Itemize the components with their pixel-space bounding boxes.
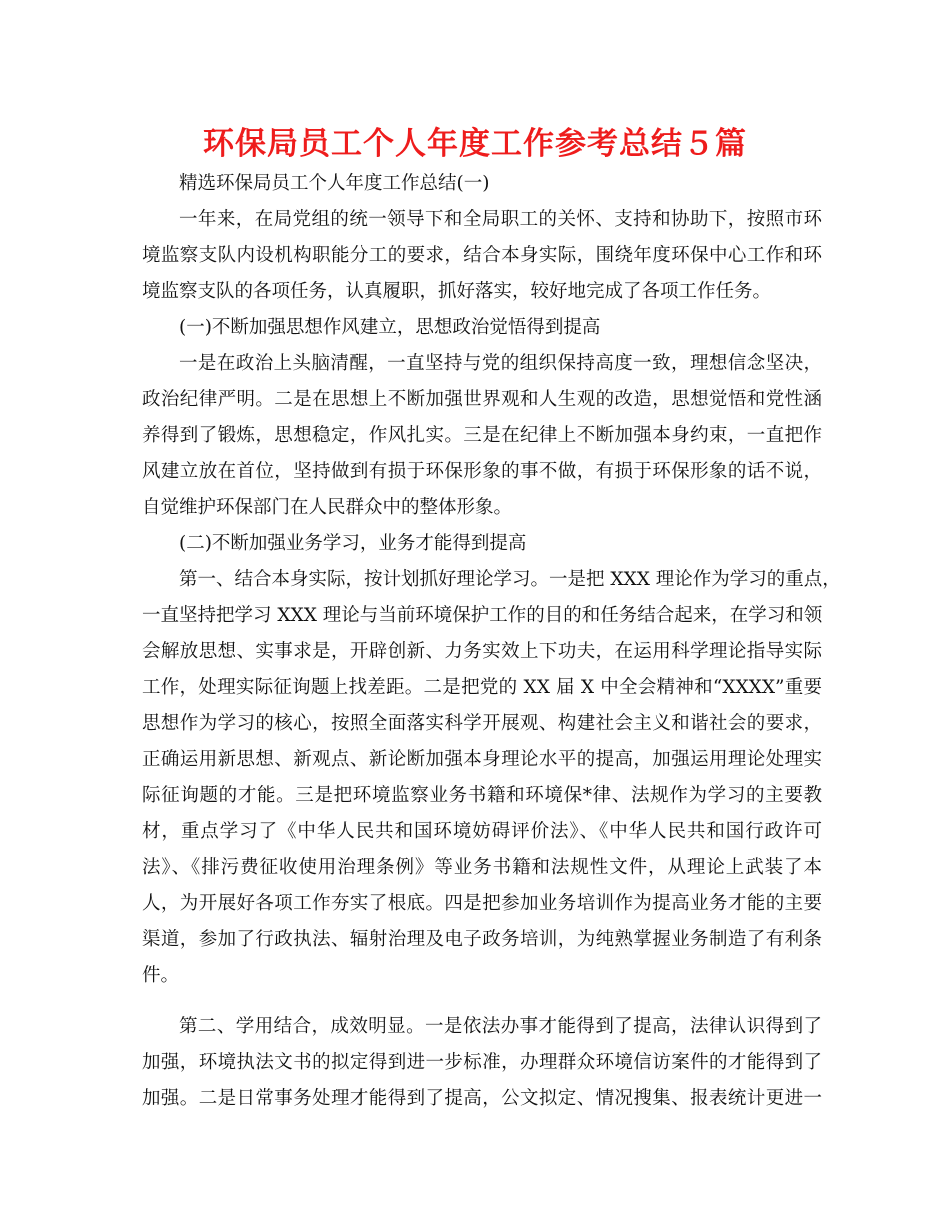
paragraph-line: 养得到了锻炼，思想稳定，作风扎实。三是在纪律上不断加强本身约束，一直把作	[142, 425, 822, 446]
document-title: 环保局员工个人年度工作参考总结５篇	[203, 126, 747, 162]
paragraph-line: 材，重点学习了《中华人民共和国环境妨碍评价法》、《中华人民共和国行政许可	[142, 821, 822, 842]
paragraph-line: 会解放思想、实事求是，开辟创新、力务实效上下功夫，在运用科学理论指导实际	[142, 641, 822, 662]
paragraph-line: 法》、《排污费征收使用治理条例》等业务书籍和法规性文件，从理论上武装了本	[142, 857, 822, 878]
paragraph-line: 渠道，参加了行政执法、辐射治理及电子政务培训，为纯熟掌握业务制造了有利条	[142, 929, 822, 950]
paragraph-line: 际征询题的才能。三是把环境监察业务书籍和环境保*律、法规作为学习的主要教	[142, 785, 822, 806]
paragraph-line: 工作，处理实际征询题上找差距。二是把党的 XX 届 X 中全会精神和“XXXX”重要	[142, 677, 822, 698]
document-body	[142, 166, 841, 1117]
paragraph-line: 境监察支队的各项任务，认真履职，抓好落实，较好地完成了各项工作任务。	[142, 281, 772, 302]
paragraph-line: 思想作为学习的核心，按照全面落实科学开展观、构建社会主义和谐社会的要求，	[142, 713, 822, 734]
paragraph-line: 正确运用新思想、新观点、新论断加强本身理论水平的提高，加强运用理论处理实	[142, 749, 822, 770]
paragraph-line: 加强。二是日常事务处理才能得到了提高，公文拟定、情况搜集、报表统计更进一	[142, 1088, 822, 1109]
paragraph-line: 境监察支队内设机构职能分工的要求，结合本身实际，围绕年度环保中心工作和环	[142, 245, 822, 266]
paragraph-line: 风建立放在首位，坚持做到有损于环保形象的事不做，有损于环保形象的话不说，	[142, 461, 822, 482]
section-heading: (一)不断加强思想作风建立，思想政治觉悟得到提高	[179, 317, 601, 338]
paragraph-line: 第二、学用结合，成效明显。一是依法办事才能得到了提高，法律认识得到了	[179, 1016, 822, 1037]
paragraph-line: 加强，环境执法文书的拟定得到进一步标准，办理群众环境信访案件的才能得到了	[142, 1052, 822, 1073]
paragraph-line: 一年来，在局党组的统一领导下和全局职工的关怀、支持和协助下，按照市环	[179, 209, 822, 230]
paragraph-line: 政治纪律严明。二是在思想上不断加强世界观和人生观的改造，思想觉悟和党性涵	[142, 389, 822, 410]
paragraph-line: 人，为开展好各项工作夯实了根底。四是把参加业务培训作为提高业务才能的主要	[142, 893, 822, 914]
section-heading: (二)不断加强业务学习，业务才能得到提高	[179, 533, 527, 554]
paragraph-line: 一直坚持把学习 XXX 理论与当前环境保护工作的目的和任务结合起来，在学习和领	[142, 605, 823, 626]
paragraph-line: 一是在政治上头脑清醒，一直坚持与党的组织保持高度一致，理想信念坚决，	[179, 353, 822, 374]
paragraph-line: 第一、结合本身实际，按计划抓好理论学习。一是把 XXX 理论作为学习的重点，	[179, 569, 841, 590]
paragraph-line: 件。	[142, 965, 180, 986]
paragraph-line: 自觉维护环保部门在人民群众中的整体形象。	[142, 497, 513, 518]
paragraph-spacer	[142, 994, 822, 1009]
section-heading: 精选环保局员工个人年度工作总结(一)	[179, 173, 490, 194]
